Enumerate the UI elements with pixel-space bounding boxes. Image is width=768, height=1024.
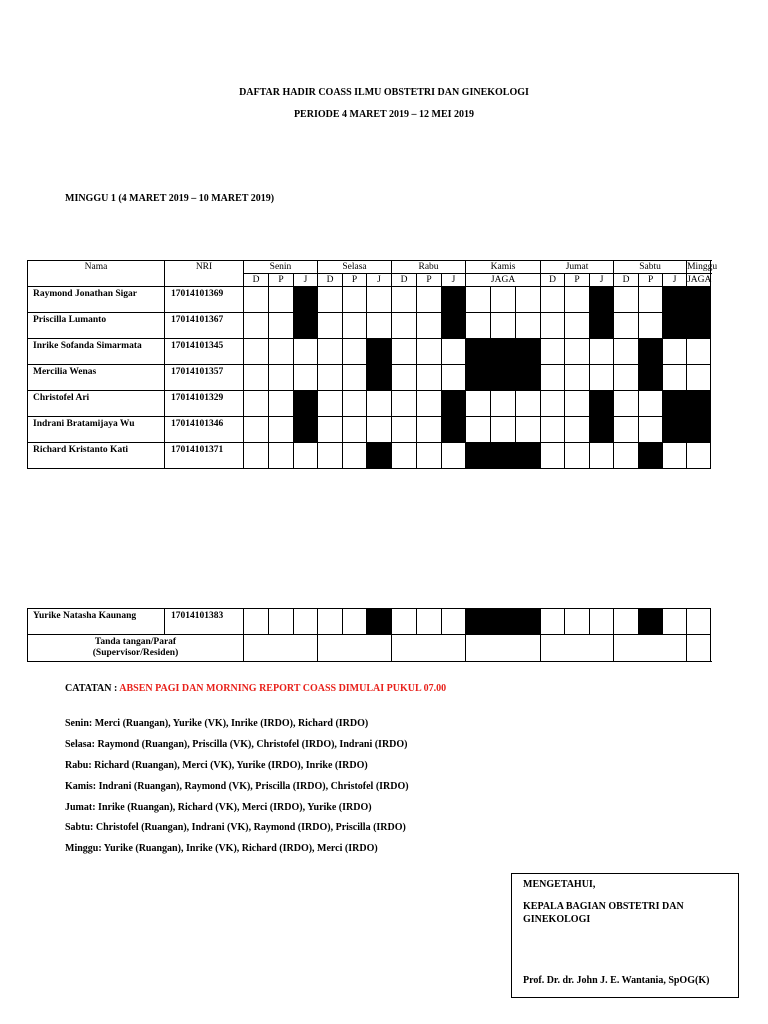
signature-cell-minggu[interactable] [687,635,711,662]
attendance-cell[interactable] [244,609,269,635]
attendance-cell[interactable] [565,609,590,635]
attendance-cell-marked[interactable] [294,391,318,417]
note [65,683,446,694]
header-nama: Nama [28,261,165,287]
student-name: Indrani Bratamijaya Wu [28,417,165,443]
sub-p: P [565,274,590,287]
attendance-cell[interactable] [417,443,442,469]
attendance-cell-marked[interactable] [466,339,491,365]
attendance-cell-marked[interactable] [663,391,687,417]
attendance-cell[interactable] [466,287,491,313]
attendance-cell[interactable] [491,287,516,313]
attendance-cell[interactable] [294,339,318,365]
attendance-cell[interactable] [244,365,269,391]
attendance-cell[interactable] [516,417,541,443]
duty-schedule [65,718,409,864]
attendance-cell[interactable] [590,609,614,635]
attendance-cell[interactable] [614,417,639,443]
attendance-cell-marked[interactable] [516,609,541,635]
attendance-cell[interactable] [318,287,343,313]
sub-j: J [294,274,318,287]
sub-p: P [639,274,663,287]
attendance-cell-marked[interactable] [294,287,318,313]
attendance-cell[interactable] [663,365,687,391]
attendance-cell[interactable] [244,391,269,417]
attendance-cell[interactable] [294,609,318,635]
attendance-cell[interactable] [244,339,269,365]
attendance-cell[interactable] [318,339,343,365]
attendance-cell[interactable] [417,313,442,339]
attendance-cell[interactable] [318,443,343,469]
signature-cell-rabu[interactable] [392,635,466,662]
schedule-minggu: Minggu: Yurike (Ruangan), Inrike (VK), Richard (IRDO), Merci (IRDO) [65,843,378,855]
attendance-cell[interactable] [565,417,590,443]
attendance-cell[interactable] [417,287,442,313]
attendance-cell[interactable] [614,313,639,339]
attendance-cell-marked[interactable] [442,391,466,417]
schedule-senin: Senin: Merci (Ruangan), Yurike (VK), Inrike (IRDO), Richard (IRDO) [65,718,369,729]
attendance-table-continued [27,608,711,662]
attendance-cell[interactable] [491,313,516,339]
attendance-cell-marked[interactable] [466,365,491,391]
approval-line1: MENGETAHUI, [523,879,596,890]
student-nri: 17014101367 [165,313,244,339]
schedule-sabtu: Sabtu: Christofel (Ruangan), Indrani (VK), Raymond (IRDO), Priscilla (IRDO) [65,822,406,834]
attendance-cell-marked[interactable] [590,391,614,417]
table-row [28,339,711,365]
attendance-cell-marked[interactable] [367,365,392,391]
attendance-cell[interactable] [269,339,294,365]
sub-p: P [269,274,294,287]
sub-p: P [417,274,442,287]
header-day-kamis: Kamis [466,261,541,274]
sub-d: D [318,274,343,287]
attendance-cell-marked[interactable] [442,287,466,313]
sub-d: D [244,274,269,287]
attendance-cell[interactable] [541,417,565,443]
attendance-cell[interactable] [367,287,392,313]
attendance-cell[interactable] [687,609,711,635]
attendance-cell-marked[interactable] [491,609,516,635]
document-title: DAFTAR HADIR COASS ILMU OBSTETRI DAN GINEKOLOGI [239,87,529,98]
table-row [28,365,711,391]
attendance-cell[interactable] [687,365,711,391]
student-name: Richard Kristanto Kati [28,443,165,469]
attendance-cell-marked[interactable] [491,365,516,391]
attendance-cell[interactable] [318,313,343,339]
note-text: ABSEN PAGI DAN MORNING REPORT COASS DIMULAI PUKUL 07.00 [119,683,447,694]
student-nri: 17014101357 [165,365,244,391]
attendance-cell[interactable] [244,417,269,443]
attendance-cell[interactable] [466,417,491,443]
attendance-cell[interactable] [663,443,687,469]
attendance-cell[interactable] [269,287,294,313]
student-nri: 17014101371 [165,443,244,469]
attendance-cell-marked[interactable] [639,339,663,365]
student-name: Yurike Natasha Kaunang [28,609,165,635]
attendance-cell[interactable] [318,417,343,443]
header-day-jumat: Jumat [541,261,614,274]
note-label: CATATAN : [65,683,118,694]
signature-cell-kamis[interactable] [466,635,541,662]
sub-p: P [343,274,367,287]
sub-j: J [367,274,392,287]
attendance-cell[interactable] [392,443,417,469]
attendance-cell-marked[interactable] [639,609,663,635]
attendance-cell[interactable] [392,313,417,339]
attendance-cell-marked[interactable] [367,609,392,635]
header-day-sabtu: Sabtu [614,261,687,274]
attendance-cell-marked[interactable] [687,391,711,417]
attendance-cell[interactable] [541,313,565,339]
attendance-cell[interactable] [614,391,639,417]
attendance-cell[interactable] [590,443,614,469]
student-name: Priscilla Lumanto [28,313,165,339]
attendance-cell[interactable] [516,287,541,313]
attendance-cell[interactable] [367,417,392,443]
attendance-cell[interactable] [392,339,417,365]
attendance-cell[interactable] [687,339,711,365]
attendance-cell[interactable] [269,391,294,417]
approval-signer: Prof. Dr. dr. John J. E. Wantania, SpOG(K) [523,975,710,986]
attendance-cell[interactable] [244,287,269,313]
attendance-cell[interactable] [269,365,294,391]
sub-d: D [392,274,417,287]
attendance-cell[interactable] [565,391,590,417]
attendance-cell[interactable] [541,287,565,313]
attendance-cell[interactable] [541,391,565,417]
header-nri: NRI [165,261,244,287]
attendance-cell[interactable] [417,339,442,365]
signature-label-line2: (Supervisor/Residen) [92,648,179,658]
approval-line2: KEPALA BAGIAN OBSTETRI DAN [523,901,684,912]
attendance-cell[interactable] [590,339,614,365]
table-row [28,609,711,635]
attendance-cell[interactable] [417,391,442,417]
attendance-cell-marked[interactable] [491,443,516,469]
attendance-cell[interactable] [491,417,516,443]
attendance-cell[interactable] [269,609,294,635]
attendance-cell[interactable] [392,391,417,417]
attendance-cell[interactable] [318,391,343,417]
header-day-rabu: Rabu [392,261,466,274]
attendance-cell-marked[interactable] [590,417,614,443]
attendance-cell[interactable] [614,609,639,635]
attendance-cell[interactable] [442,365,466,391]
table-row [28,287,711,313]
attendance-cell[interactable] [565,365,590,391]
sub-d: D [541,274,565,287]
table-row [28,391,711,417]
attendance-cell-marked[interactable] [663,417,687,443]
attendance-cell[interactable] [541,339,565,365]
attendance-cell[interactable] [491,391,516,417]
attendance-table [27,260,718,469]
sub-jaga-kamis: JAGA [466,274,541,287]
attendance-cell[interactable] [343,365,367,391]
attendance-cell[interactable] [343,287,367,313]
attendance-cell[interactable] [244,313,269,339]
attendance-cell[interactable] [565,339,590,365]
attendance-cell[interactable] [614,287,639,313]
attendance-cell[interactable] [392,417,417,443]
attendance-cell[interactable] [565,313,590,339]
attendance-cell[interactable] [442,609,466,635]
student-name: Raymond Jonathan Sigar [28,287,165,313]
table-row [28,313,711,339]
attendance-cell[interactable] [343,339,367,365]
student-name: Christofel Ari [28,391,165,417]
student-nri: 17014101329 [165,391,244,417]
signature-cell-selasa[interactable] [318,635,392,662]
student-name: Inrike Sofanda Simarmata [28,339,165,365]
student-nri: 17014101346 [165,417,244,443]
attendance-cell[interactable] [392,609,417,635]
attendance-cell[interactable] [244,443,269,469]
attendance-cell[interactable] [541,365,565,391]
attendance-cell[interactable] [639,287,663,313]
attendance-cell[interactable] [639,417,663,443]
attendance-cell-marked[interactable] [639,443,663,469]
attendance-cell-marked[interactable] [466,443,491,469]
attendance-cell[interactable] [541,609,565,635]
attendance-cell[interactable] [318,365,343,391]
schedule-jumat: Jumat: Inrike (Ruangan), Richard (VK), Merci (IRDO), Yurike (IRDO) [65,801,372,813]
attendance-cell[interactable] [466,391,491,417]
sub-j: J [442,274,466,287]
attendance-cell[interactable] [318,609,343,635]
attendance-cell[interactable] [367,391,392,417]
attendance-cell[interactable] [614,365,639,391]
attendance-cell[interactable] [565,443,590,469]
attendance-cell-marked[interactable] [442,417,466,443]
attendance-cell[interactable] [516,313,541,339]
week-heading: MINGGU 1 (4 MARET 2019 – 10 MARET 2019) [65,193,275,204]
schedule-rabu: Rabu: Richard (Ruangan), Merci (VK), Yurike (IRDO), Inrike (IRDO) [65,759,368,771]
attendance-cell[interactable] [269,417,294,443]
signature-cell-senin[interactable] [244,635,318,662]
signature-label [28,635,244,662]
attendance-cell[interactable] [417,609,442,635]
schedule-selasa: Selasa: Raymond (Ruangan), Priscilla (VK), Christofel (IRDO), Indrani (IRDO) [65,738,408,750]
sub-j: J [590,274,614,287]
attendance-cell-marked[interactable] [367,339,392,365]
table-row [28,417,711,443]
attendance-cell[interactable] [639,313,663,339]
attendance-cell[interactable] [343,443,367,469]
attendance-cell-marked[interactable] [687,417,711,443]
attendance-cell[interactable] [590,365,614,391]
attendance-cell-marked[interactable] [590,287,614,313]
header-day-senin: Senin [244,261,318,274]
attendance-cell[interactable] [663,609,687,635]
attendance-cell-marked[interactable] [516,339,541,365]
attendance-cell[interactable] [541,443,565,469]
attendance-cell-marked[interactable] [294,313,318,339]
attendance-cell-marked[interactable] [639,365,663,391]
header-day-selasa: Selasa [318,261,392,274]
attendance-cell[interactable] [516,391,541,417]
attendance-cell-marked[interactable] [516,443,541,469]
signature-cell-jumat[interactable] [541,635,614,662]
attendance-cell-marked[interactable] [516,365,541,391]
attendance-cell[interactable] [343,417,367,443]
student-name: Mercilia Wenas [28,365,165,391]
attendance-cell-marked[interactable] [491,339,516,365]
approval-box [511,873,739,998]
student-nri: 17014101369 [165,287,244,313]
schedule-kamis: Kamis: Indrani (Ruangan), Raymond (VK), Priscilla (IRDO), Christofel (IRDO) [65,780,409,792]
attendance-cell-marked[interactable] [442,313,466,339]
attendance-cell-marked[interactable] [687,287,711,313]
attendance-cell[interactable] [294,365,318,391]
attendance-cell[interactable] [417,365,442,391]
attendance-cell[interactable] [614,339,639,365]
attendance-cell[interactable] [565,287,590,313]
sub-jaga-minggu: JAGA [687,275,712,285]
attendance-cell[interactable] [343,609,367,635]
attendance-cell-marked[interactable] [590,313,614,339]
attendance-cell[interactable] [639,391,663,417]
attendance-cell[interactable] [466,313,491,339]
attendance-cell[interactable] [294,443,318,469]
attendance-cell[interactable] [343,391,367,417]
student-nri: 17014101345 [165,339,244,365]
sub-j: J [663,274,687,287]
attendance-cell[interactable] [687,443,711,469]
student-nri: 17014101383 [165,609,244,635]
attendance-cell[interactable] [417,417,442,443]
table-row [28,443,711,469]
header-day-minggu: Minggu [687,262,718,272]
attendance-cell[interactable] [614,443,639,469]
attendance-cell-marked[interactable] [367,443,392,469]
attendance-cell[interactable] [442,339,466,365]
signature-cell-sabtu[interactable] [614,635,687,662]
attendance-cell[interactable] [343,313,367,339]
attendance-cell-marked[interactable] [663,313,687,339]
sub-d: D [614,274,639,287]
signature-label-line1: Tanda tangan/Paraf [94,637,177,647]
attendance-cell-marked[interactable] [294,417,318,443]
approval-line3: GINEKOLOGI [523,914,591,925]
attendance-cell[interactable] [367,313,392,339]
attendance-cell-marked[interactable] [466,609,491,635]
attendance-cell[interactable] [269,443,294,469]
attendance-cell-marked[interactable] [687,313,711,339]
attendance-cell[interactable] [269,313,294,339]
attendance-cell-marked[interactable] [663,287,687,313]
attendance-cell[interactable] [392,287,417,313]
attendance-cell[interactable] [392,365,417,391]
attendance-cell[interactable] [442,443,466,469]
attendance-cell[interactable] [663,339,687,365]
document-period: PERIODE 4 MARET 2019 – 12 MEI 2019 [293,109,475,120]
